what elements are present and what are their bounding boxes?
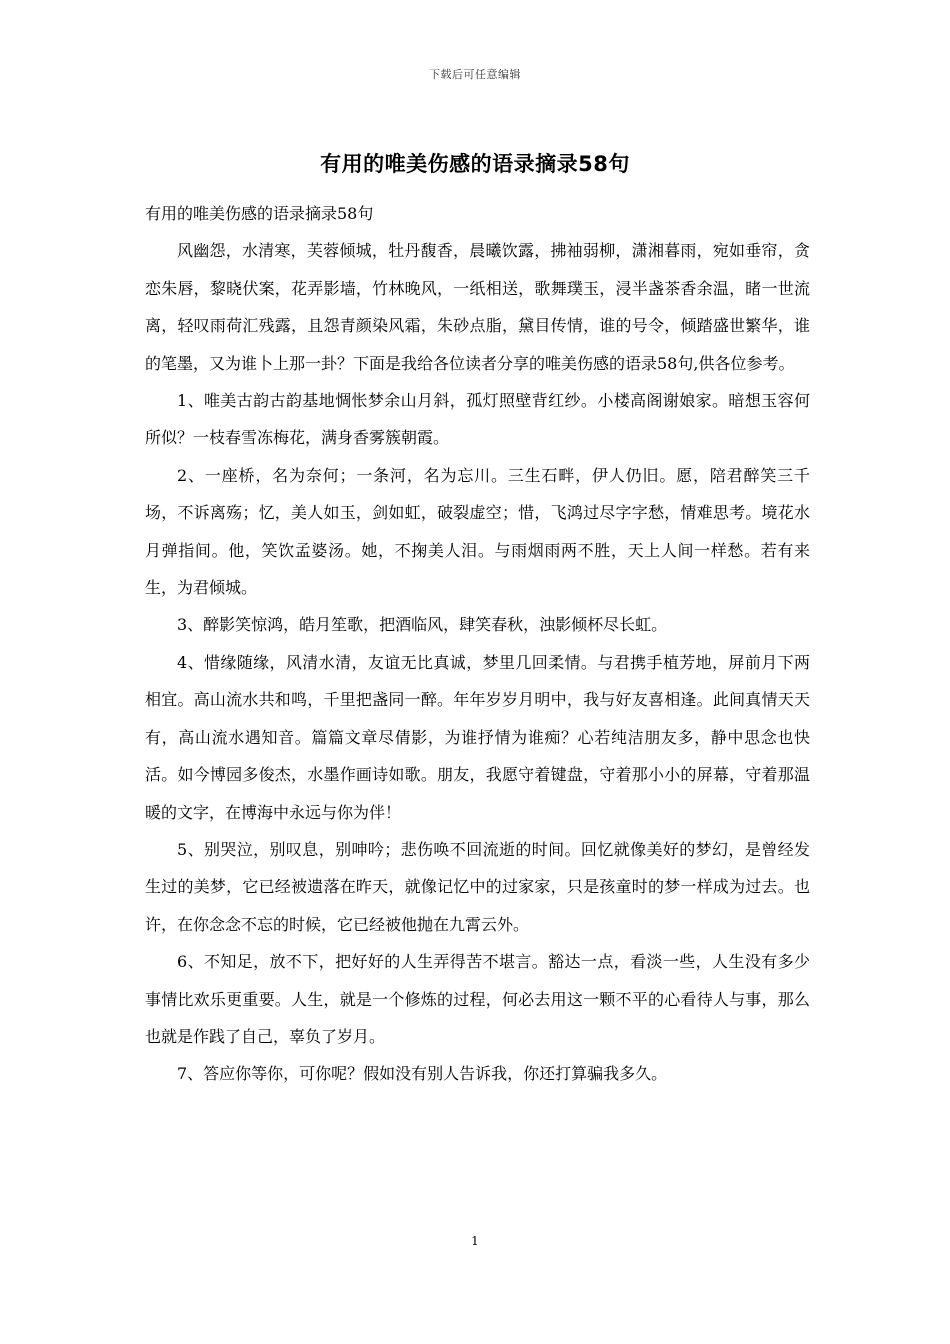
paragraph-5: 5、别哭泣，别叹息，别呻吟；悲伤唤不回流逝的时间。回忆就像美好的梦幻，是曾经发生过的美梦，它已经被遗落在昨天，就像记忆中的过家家，只是孩童时的梦一样成为过去。也许，在你念念不忘的时候，它已经被他抛在九霄云外。 [145,839,810,934]
paragraph-3: 3、醉影笑惊鸿，皓月笙歌，把酒临风，肆笑春秋，浊影倾杯尽长虹。 [177,615,668,635]
paragraph-6: 6、不知足，放不下，把好好的人生弄得苦不堪言。豁达一点，看淡一些，人生没有多少事情比欢乐更重要。人生，就是一个修炼的过程，何必去用这一颗不平的心看待人与事，那么也就是作践了自己，辜负了岁月。 [145,952,810,1046]
paragraph-intro: 风幽怨，水清寒，芙蓉倾城，牡丹馥香，晨曦饮露，拂袖弱柳，潇湘暮雨，宛如垂帘，贪恋朱唇，黎晓伏案，花弄影墙，竹林晚风，一纸相送，歌舞璞玉，浸半盏茶香余温，睹一世流离，轻叹雨荷汇残露，且怨青颜染风霜，朱砂点脂，黛目传情，谁的号令，倾踏盛世繁华，谁的笔墨，又为谁卜上那一卦？下面是我给各位读者分享的唯美伤感的语录58句,供各位参考。 [145,241,810,373]
page-number: 1 [471,1234,479,1248]
document-body [145,195,810,1093]
document-subtitle: 有用的唯美伤感的语录摘录58句 [145,204,374,223]
paragraph-1: 1、唯美古韵古韵基地惆怅梦余山月斜，孤灯照壁背红纱。小楼高阁谢娘家。暗想玉容何所似？一枝春雪冻梅花，满身香雾簇朝霞。 [145,391,810,448]
paragraph-4: 4、惜缘随缘，风清水清，友谊无比真诚，梦里几回柔情。与君携手植芳地，屏前月下两相宜。高山流水共和鸣，千里把盏同一醉。年年岁岁月明中，我与好友喜相逢。此间真情天天有，高山流水遇知音。篇篇文章尽倩影，为谁抒情为谁痴？心若纯洁朋友多，静中思念也快活。如今博园多俊杰，水墨作画诗如歌。朋友，我愿守着键盘，守着那小小的屏幕，守着那温暖的文字，在博海中永远与你为伴！ [145,652,810,822]
document-title: 有用的唯美伤感的语录摘录58句 [320,152,630,176]
paragraph-2: 2、一座桥，名为奈何；一条河，名为忘川。三生石畔，伊人仍旧。愿，陪君醉笑三千场，不诉离殇；忆，美人如玉，剑如虹，破裂虚空；惜，飞鸿过尽字字愁，情难思考。境花水月弹指间。他，笑饮孟婆汤。她，不掬美人泪。与雨烟雨两不胜，天上人间一样愁。若有来生，为君倾城。 [145,465,810,598]
header-note: 下载后可任意编辑 [429,68,521,81]
paragraph-7: 7、答应你等你，可你呢？假如没有别人告诉我，你还打算骗我多久。 [177,1064,668,1084]
